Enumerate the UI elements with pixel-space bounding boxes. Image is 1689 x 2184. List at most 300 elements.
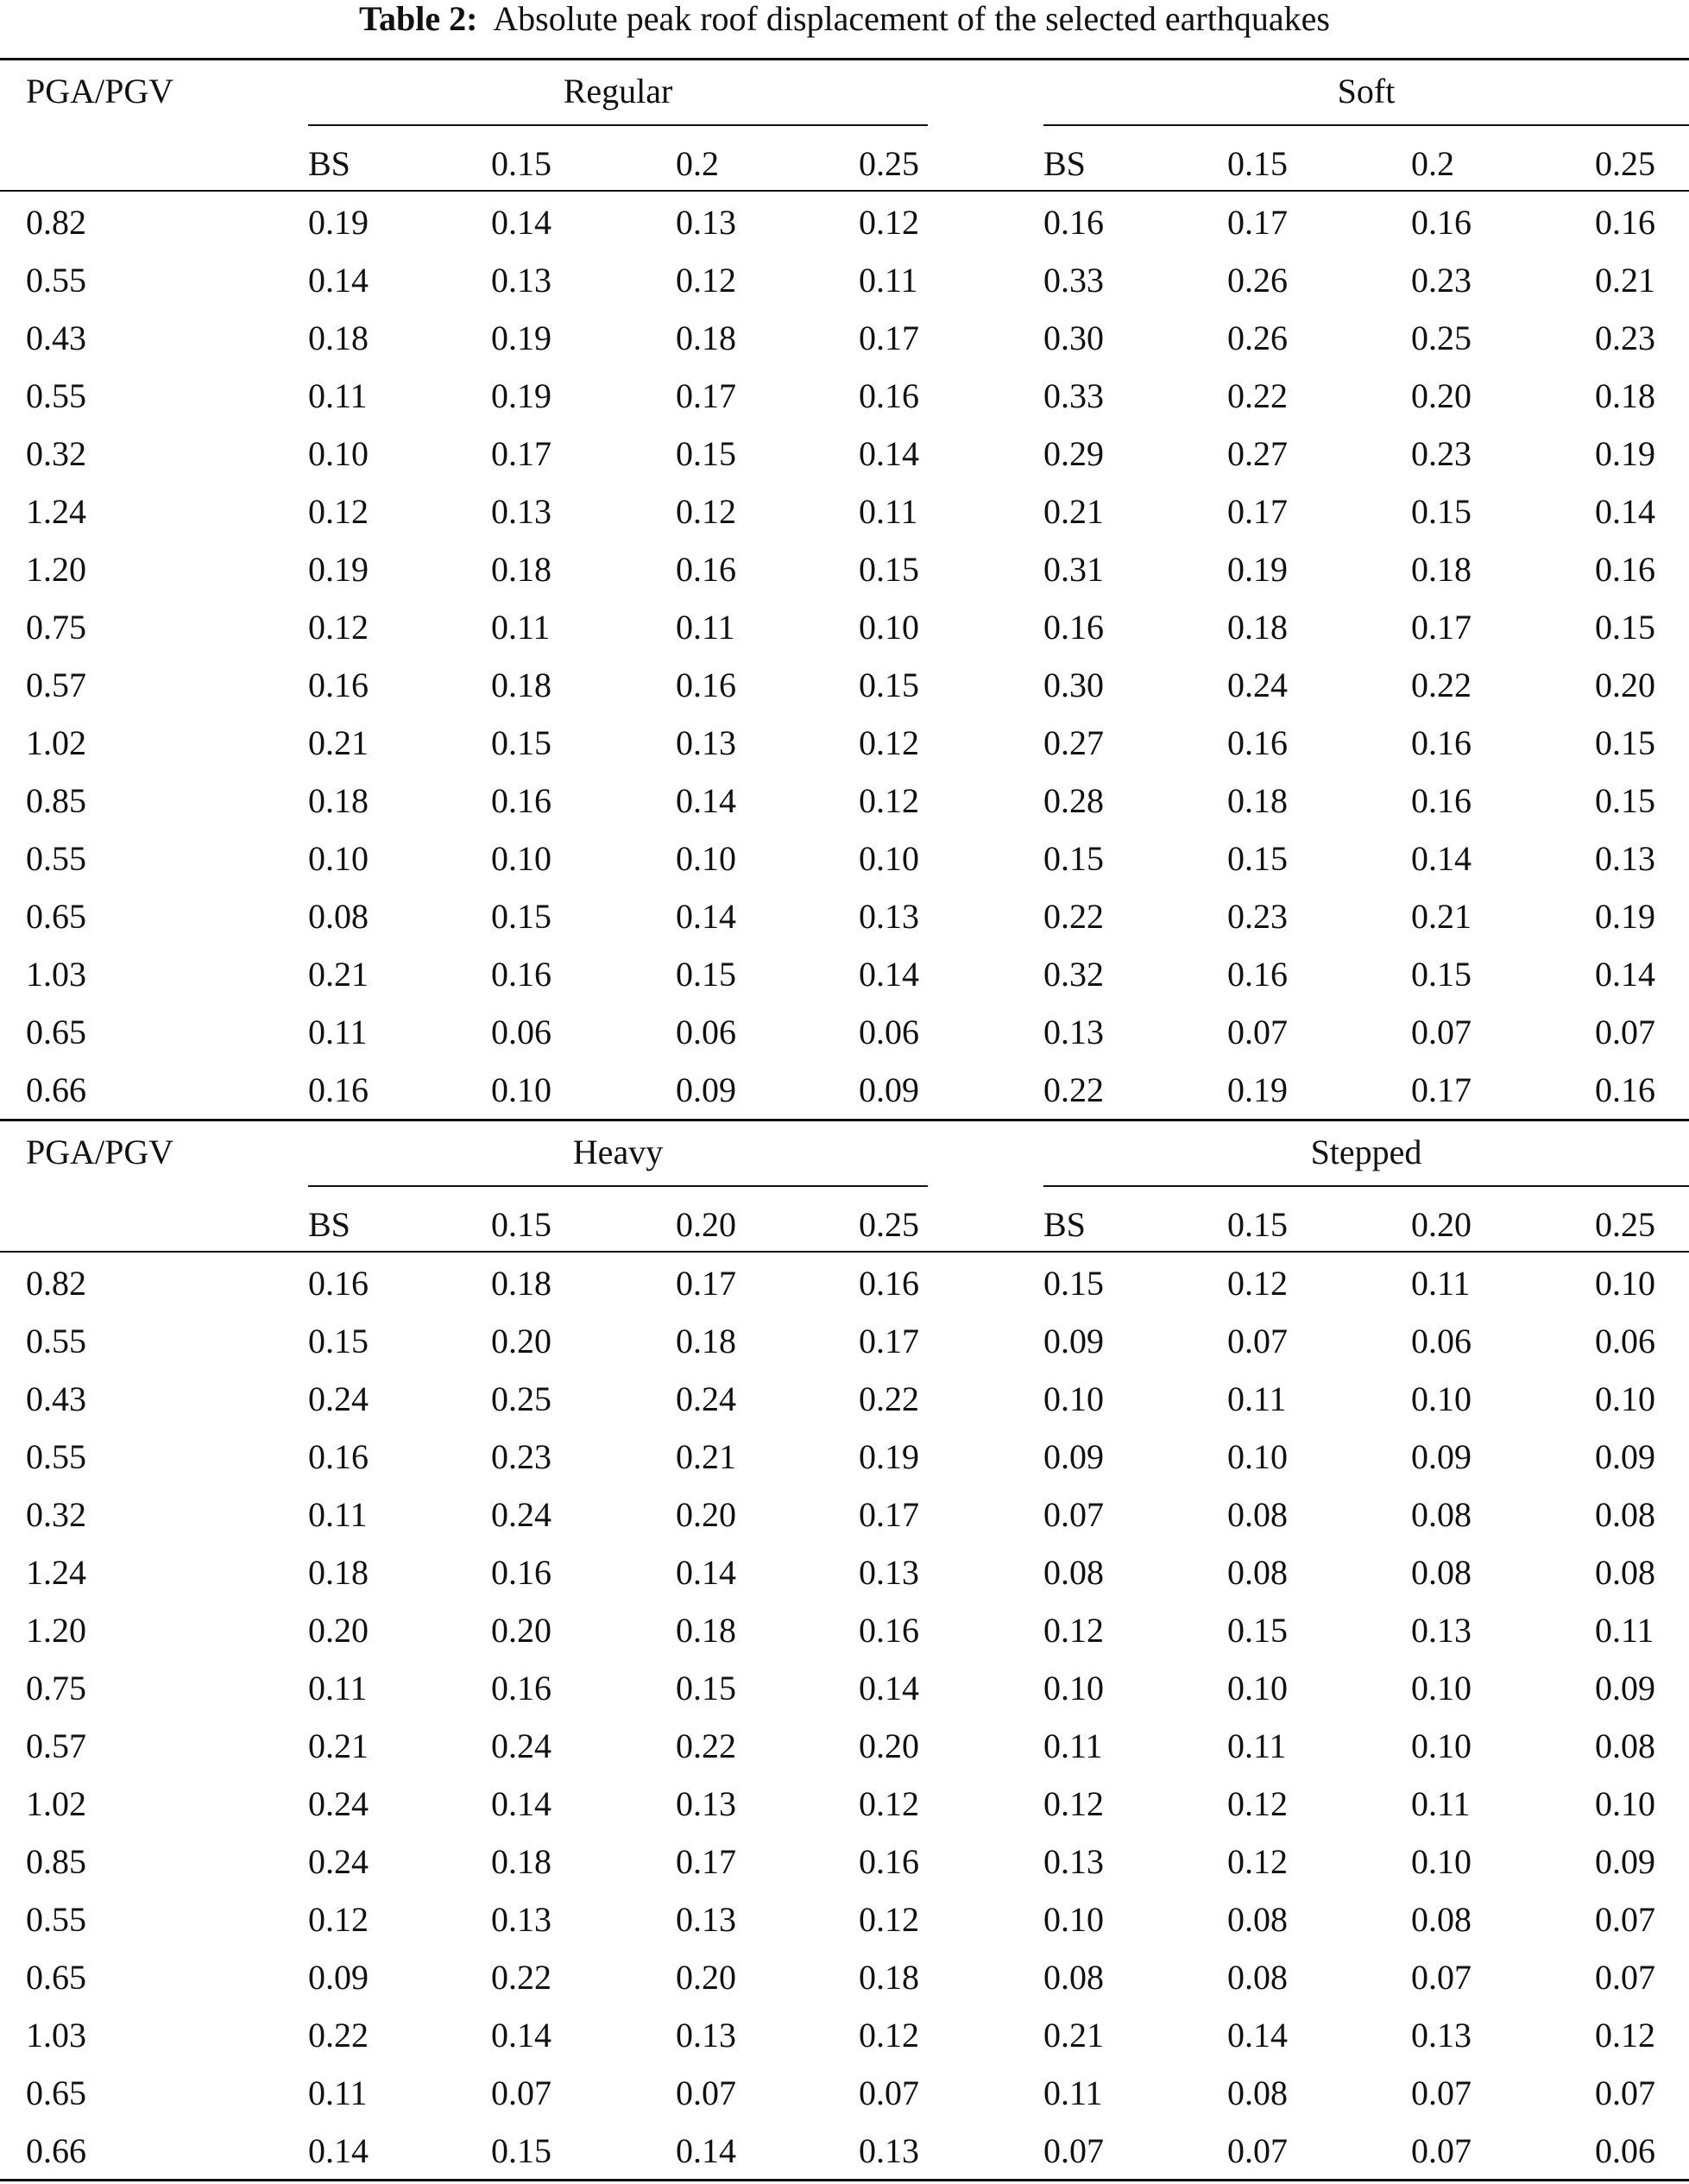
table-cell: 0.08 [1227, 2074, 1288, 2112]
table-cell: 0.12 [859, 2016, 919, 2055]
row-pga-pgv-value: 0.65 [26, 1013, 86, 1051]
table-cell: 0.10 [1411, 1379, 1472, 1418]
table-cell: 0.33 [1043, 261, 1104, 300]
table-cell: 0.12 [1595, 2016, 1655, 2055]
row-pga-pgv-value: 0.32 [26, 434, 86, 473]
table-cell: 0.16 [1411, 723, 1472, 762]
group-underline [1043, 1185, 1689, 1187]
table-cell: 0.10 [308, 839, 369, 878]
table-cell: 0.06 [1595, 2131, 1655, 2170]
table-cell: 0.13 [676, 203, 736, 242]
table-cell: 0.13 [676, 723, 736, 762]
table-cell: 0.06 [491, 1013, 551, 1051]
table-cell: 0.22 [676, 1726, 736, 1765]
table-cell: 0.13 [1411, 2016, 1472, 2055]
table-cell: 0.16 [1411, 203, 1472, 242]
table-cell: 0.16 [1595, 1070, 1655, 1109]
table-cell: 0.18 [308, 319, 369, 357]
table-cell: 0.15 [1411, 492, 1472, 531]
table-cell: 0.14 [676, 781, 736, 820]
table-cell: 0.10 [859, 608, 919, 647]
table-cell: 0.18 [676, 1322, 736, 1360]
table-cell: 0.11 [1411, 1784, 1471, 1823]
table-cell: 0.14 [676, 897, 736, 936]
group-underline [308, 124, 928, 126]
table-cell: 0.30 [1043, 666, 1104, 704]
table-cell: 0.10 [1411, 1842, 1472, 1881]
table-cell: 0.11 [308, 1495, 368, 1534]
table-cell: 0.23 [1411, 434, 1472, 473]
column-header: 0.25 [1595, 1205, 1655, 1244]
column-header: 0.15 [1227, 1205, 1288, 1244]
table-cell: 0.11 [308, 1013, 368, 1051]
table-cell: 0.14 [859, 434, 919, 473]
table-cell: 0.10 [308, 434, 369, 473]
table-cell: 0.15 [308, 1322, 369, 1360]
header-bottom-rule [0, 1251, 1689, 1253]
table-cell: 0.20 [676, 1495, 736, 1534]
table-cell: 0.18 [491, 1264, 551, 1303]
table-cell: 0.15 [676, 1669, 736, 1707]
row-pga-pgv-value: 0.82 [26, 203, 86, 242]
group-header: Soft [1337, 72, 1396, 110]
table-cell: 0.10 [1227, 1669, 1288, 1707]
table-cell: 0.18 [859, 1958, 919, 1997]
table-cell: 0.17 [491, 434, 551, 473]
row-pga-pgv-value: 1.03 [26, 955, 86, 994]
table-cell: 0.11 [859, 261, 918, 300]
table-cell: 0.17 [859, 1322, 919, 1360]
table-cell: 0.16 [308, 1437, 369, 1476]
row-pga-pgv-value: 0.43 [26, 319, 86, 357]
column-header: BS [1043, 1205, 1086, 1244]
table-cell: 0.10 [1043, 1379, 1104, 1418]
table-cell: 0.27 [1043, 723, 1104, 762]
table-cell: 0.07 [676, 2074, 736, 2112]
group-header: Heavy [572, 1133, 664, 1171]
row-pga-pgv-value: 0.55 [26, 1900, 86, 1939]
table-cell: 0.12 [1043, 1611, 1104, 1650]
row-pga-pgv-value: 0.85 [26, 781, 86, 820]
table-cell: 0.32 [1043, 955, 1104, 994]
table-cell: 0.19 [491, 376, 551, 415]
table-cell: 0.10 [1411, 1726, 1472, 1765]
table-cell: 0.25 [1411, 319, 1472, 357]
table-cell: 0.07 [1595, 1958, 1655, 1997]
table-cell: 0.14 [859, 955, 919, 994]
table-cell: 0.15 [1411, 955, 1472, 994]
group-header: Regular [563, 72, 673, 110]
table-cell: 0.19 [1227, 1070, 1288, 1109]
column-header: 0.25 [859, 1205, 919, 1244]
table-cell: 0.21 [1411, 897, 1472, 936]
table-cell: 0.31 [1043, 550, 1104, 589]
table-cell: 0.10 [491, 1070, 551, 1109]
table-cell: 0.18 [676, 1611, 736, 1650]
table-cell: 0.12 [308, 492, 369, 531]
table-cell: 0.33 [1043, 376, 1104, 415]
table-cell: 0.18 [676, 319, 736, 357]
row-header-label: PGA/PGV [26, 72, 174, 110]
table-cell: 0.16 [1227, 955, 1288, 994]
table-cell: 0.11 [1227, 1379, 1287, 1418]
table-cell: 0.17 [859, 319, 919, 357]
table-cell: 0.14 [308, 2131, 369, 2170]
row-pga-pgv-value: 0.32 [26, 1495, 86, 1534]
table-cell: 0.22 [1043, 897, 1104, 936]
table-cell: 0.10 [676, 839, 736, 878]
table-cell: 0.08 [1411, 1900, 1472, 1939]
table-cell: 0.16 [491, 1553, 551, 1592]
table-cell: 0.16 [1043, 608, 1104, 647]
table-cell: 0.13 [491, 1900, 551, 1939]
table-cell: 0.13 [676, 2016, 736, 2055]
table-cell: 0.12 [676, 261, 736, 300]
table-cell: 0.06 [1411, 1322, 1472, 1360]
table-cell: 0.07 [1227, 2131, 1288, 2170]
block-top-rule [0, 1119, 1689, 1121]
table-cell: 0.13 [676, 1900, 736, 1939]
row-pga-pgv-value: 0.65 [26, 897, 86, 936]
table-cell: 0.10 [491, 839, 551, 878]
table-cell: 0.13 [859, 897, 919, 936]
table-cell: 0.12 [859, 723, 919, 762]
table-cell: 0.11 [308, 2074, 368, 2112]
table-cell: 0.25 [491, 1379, 551, 1418]
table-cell: 0.10 [1411, 1669, 1472, 1707]
table-cell: 0.07 [1595, 2074, 1655, 2112]
table-cell: 0.11 [1227, 1726, 1287, 1765]
row-pga-pgv-value: 0.75 [26, 1669, 86, 1707]
table-cell: 0.16 [676, 666, 736, 704]
table-cell: 0.10 [1043, 1900, 1104, 1939]
table-cell: 0.07 [1411, 2131, 1472, 2170]
table-cell: 0.16 [859, 1264, 919, 1303]
table-cell: 0.07 [1043, 1495, 1104, 1534]
table-cell: 0.27 [1227, 434, 1288, 473]
column-header: 0.15 [1227, 144, 1288, 183]
table-cell: 0.22 [1043, 1070, 1104, 1109]
table-cell: 0.16 [1227, 723, 1288, 762]
row-header-label: PGA/PGV [26, 1133, 174, 1171]
table-cell: 0.22 [1227, 376, 1288, 415]
table-cell: 0.14 [1595, 492, 1655, 531]
table-cell: 0.07 [1595, 1900, 1655, 1939]
table-cell: 0.14 [491, 1784, 551, 1823]
table-cell: 0.06 [676, 1013, 736, 1051]
table-cell: 0.13 [1043, 1842, 1104, 1881]
caption-text: Absolute peak roof displacement of the selected earthquakes [493, 0, 1330, 38]
table-cell: 0.14 [676, 2131, 736, 2170]
row-pga-pgv-value: 1.24 [26, 1553, 86, 1592]
table-cell: 0.20 [491, 1611, 551, 1650]
table-cell: 0.16 [1595, 550, 1655, 589]
table-cell: 0.17 [676, 376, 736, 415]
table-cell: 0.17 [1411, 608, 1472, 647]
table-cell: 0.14 [1595, 955, 1655, 994]
row-pga-pgv-value: 0.82 [26, 1264, 86, 1303]
table-cell: 0.07 [1411, 2074, 1472, 2112]
row-pga-pgv-value: 0.55 [26, 1322, 86, 1360]
table-cell: 0.14 [491, 203, 551, 242]
table-cell: 0.17 [859, 1495, 919, 1534]
table-cell: 0.12 [1227, 1784, 1288, 1823]
table-cell: 0.15 [491, 2131, 551, 2170]
table-cell: 0.21 [676, 1437, 736, 1476]
table-cell: 0.30 [1043, 319, 1104, 357]
row-pga-pgv-value: 0.43 [26, 1379, 86, 1418]
table-cell: 0.26 [1227, 319, 1288, 357]
table-cell: 0.21 [1595, 261, 1655, 300]
table-cell: 0.15 [1595, 608, 1655, 647]
table-cell: 0.13 [1043, 1013, 1104, 1051]
column-header: 0.15 [491, 144, 551, 183]
table-cell: 0.06 [1595, 1322, 1655, 1360]
table-cell: 0.18 [491, 1842, 551, 1881]
table-cell: 0.19 [1227, 550, 1288, 589]
table-cell: 0.15 [859, 550, 919, 589]
group-header: Stepped [1310, 1133, 1422, 1171]
table-cell: 0.11 [1411, 1264, 1471, 1303]
row-pga-pgv-value: 0.55 [26, 261, 86, 300]
table-cell: 0.13 [859, 2131, 919, 2170]
table-cell: 0.21 [308, 955, 369, 994]
table-cell: 0.10 [859, 839, 919, 878]
table-cell: 0.09 [1411, 1437, 1472, 1476]
table-cell: 0.09 [1043, 1437, 1104, 1476]
table-cell: 0.16 [491, 1669, 551, 1707]
table-cell: 0.21 [1043, 2016, 1104, 2055]
table-cell: 0.29 [1043, 434, 1104, 473]
table-caption [0, 0, 1689, 38]
table-cell: 0.07 [859, 2074, 919, 2112]
table-cell: 0.16 [859, 1842, 919, 1881]
table-cell: 0.24 [491, 1495, 551, 1534]
table-cell: 0.18 [1227, 781, 1288, 820]
table-cell: 0.12 [1043, 1784, 1104, 1823]
table-cell: 0.14 [491, 2016, 551, 2055]
table-cell: 0.23 [1595, 319, 1655, 357]
table-cell: 0.10 [1227, 1437, 1288, 1476]
table-cell: 0.20 [859, 1726, 919, 1765]
table-cell: 0.14 [1411, 839, 1472, 878]
row-pga-pgv-value: 1.20 [26, 550, 86, 589]
block-top-rule [0, 58, 1689, 60]
row-pga-pgv-value: 0.65 [26, 2074, 86, 2112]
table-cell: 0.16 [308, 1264, 369, 1303]
row-pga-pgv-value: 0.57 [26, 1726, 86, 1765]
table-cell: 0.16 [308, 1070, 369, 1109]
table-cell: 0.10 [1595, 1784, 1655, 1823]
row-pga-pgv-value: 0.57 [26, 666, 86, 704]
row-pga-pgv-value: 0.55 [26, 1437, 86, 1476]
table-cell: 0.14 [1227, 2016, 1288, 2055]
table-cell: 0.10 [1595, 1264, 1655, 1303]
table-cell: 0.12 [859, 781, 919, 820]
column-header: 0.2 [676, 144, 719, 183]
table-cell: 0.21 [308, 723, 369, 762]
table-cell: 0.07 [1411, 1013, 1472, 1051]
row-pga-pgv-value: 0.66 [26, 2131, 86, 2170]
table-cell: 0.15 [1043, 1264, 1104, 1303]
table-cell: 0.24 [491, 1726, 551, 1765]
table-cell: 0.18 [308, 781, 369, 820]
table-cell: 0.14 [308, 261, 369, 300]
table-cell: 0.08 [1595, 1726, 1655, 1765]
table-cell: 0.18 [491, 550, 551, 589]
row-pga-pgv-value: 0.75 [26, 608, 86, 647]
table-cell: 0.12 [308, 608, 369, 647]
table-cell: 0.19 [859, 1437, 919, 1476]
table-cell: 0.15 [676, 955, 736, 994]
row-pga-pgv-value: 0.55 [26, 839, 86, 878]
table-cell: 0.13 [491, 492, 551, 531]
table-cell: 0.11 [1043, 2074, 1103, 2112]
table-cell: 0.19 [1595, 434, 1655, 473]
table-cell: 0.12 [859, 1900, 919, 1939]
table-cell: 0.11 [308, 376, 368, 415]
table-cell: 0.11 [1043, 1726, 1103, 1765]
table-cell: 0.15 [1227, 839, 1288, 878]
table-cell: 0.22 [491, 1958, 551, 1997]
table-cell: 0.16 [1043, 203, 1104, 242]
table-cell: 0.15 [859, 666, 919, 704]
row-pga-pgv-value: 1.02 [26, 723, 86, 762]
table-cell: 0.15 [1595, 723, 1655, 762]
table-cell: 0.12 [859, 203, 919, 242]
table-cell: 0.14 [676, 1553, 736, 1592]
table-bottom-rule [0, 2179, 1689, 2181]
table-cell: 0.07 [1595, 1013, 1655, 1051]
table-cell: 0.19 [491, 319, 551, 357]
row-pga-pgv-value: 0.85 [26, 1842, 86, 1881]
column-header: 0.15 [491, 1205, 551, 1244]
table-cell: 0.15 [491, 723, 551, 762]
table-cell: 0.26 [1227, 261, 1288, 300]
table-cell: 0.18 [1595, 376, 1655, 415]
table-cell: 0.23 [491, 1437, 551, 1476]
table-cell: 0.13 [676, 1784, 736, 1823]
table-cell: 0.08 [1227, 1553, 1288, 1592]
table-cell: 0.24 [676, 1379, 736, 1418]
table-cell: 0.28 [1043, 781, 1104, 820]
column-header: 0.25 [1595, 144, 1655, 183]
table-cell: 0.06 [859, 1013, 919, 1051]
table-cell: 0.17 [676, 1264, 736, 1303]
table-cell: 0.07 [491, 2074, 551, 2112]
table-cell: 0.11 [308, 1669, 368, 1707]
table-cell: 0.16 [491, 955, 551, 994]
table-cell: 0.08 [1043, 1553, 1104, 1592]
group-underline [308, 1185, 928, 1187]
table-cell: 0.10 [1043, 1669, 1104, 1707]
table-cell: 0.11 [1595, 1611, 1654, 1650]
table-cell: 0.21 [1043, 492, 1104, 531]
table-cell: 0.08 [1595, 1495, 1655, 1534]
table-cell: 0.20 [1411, 376, 1472, 415]
table-cell: 0.08 [1411, 1495, 1472, 1534]
row-pga-pgv-value: 1.02 [26, 1784, 86, 1823]
table-cell: 0.18 [1227, 608, 1288, 647]
table-cell: 0.19 [1595, 897, 1655, 936]
row-pga-pgv-value: 1.03 [26, 2016, 86, 2055]
table-cell: 0.21 [308, 1726, 369, 1765]
table-cell: 0.15 [1043, 839, 1104, 878]
table-cell: 0.17 [1227, 203, 1288, 242]
table-cell: 0.16 [1595, 203, 1655, 242]
table-cell: 0.07 [1227, 1322, 1288, 1360]
table-cell: 0.09 [1043, 1322, 1104, 1360]
table-cell: 0.15 [1595, 781, 1655, 820]
table-cell: 0.18 [491, 666, 551, 704]
table-cell: 0.12 [859, 1784, 919, 1823]
table-cell: 0.23 [1227, 897, 1288, 936]
table-cell: 0.24 [1227, 666, 1288, 704]
table-cell: 0.17 [1227, 492, 1288, 531]
table-cell: 0.17 [1411, 1070, 1472, 1109]
table-cell: 0.20 [1595, 666, 1655, 704]
table-cell: 0.13 [1411, 1611, 1472, 1650]
table-cell: 0.08 [1595, 1553, 1655, 1592]
table-cell: 0.13 [859, 1553, 919, 1592]
table-cell: 0.12 [676, 492, 736, 531]
table-cell: 0.13 [491, 261, 551, 300]
column-header: 0.25 [859, 144, 919, 183]
column-header: 0.20 [676, 1205, 736, 1244]
table-cell: 0.09 [676, 1070, 736, 1109]
table-cell: 0.16 [859, 1611, 919, 1650]
row-pga-pgv-value: 0.65 [26, 1958, 86, 1997]
table-cell: 0.19 [308, 550, 369, 589]
table-cell: 0.10 [1595, 1379, 1655, 1418]
table-cell: 0.07 [1411, 1958, 1472, 1997]
table-cell: 0.11 [676, 608, 735, 647]
table-cell: 0.07 [1043, 2131, 1104, 2170]
table-cell: 0.15 [1227, 1611, 1288, 1650]
table-cell: 0.20 [676, 1958, 736, 1997]
row-pga-pgv-value: 1.24 [26, 492, 86, 531]
table-cell: 0.09 [1595, 1437, 1655, 1476]
table-cell: 0.19 [308, 203, 369, 242]
table-cell: 0.22 [859, 1379, 919, 1418]
table-cell: 0.14 [859, 1669, 919, 1707]
column-header: BS [308, 144, 350, 183]
column-header: BS [308, 1205, 350, 1244]
table-cell: 0.15 [491, 897, 551, 936]
table-cell: 0.13 [1595, 839, 1655, 878]
header-bottom-rule [0, 190, 1689, 192]
table-cell: 0.08 [1227, 1495, 1288, 1534]
table-cell: 0.24 [308, 1842, 369, 1881]
table-cell: 0.15 [676, 434, 736, 473]
table-cell: 0.20 [308, 1611, 369, 1650]
table-cell: 0.11 [491, 608, 551, 647]
table-cell: 0.08 [1227, 1958, 1288, 1997]
table-cell: 0.09 [1595, 1842, 1655, 1881]
table-cell: 0.07 [1227, 1013, 1288, 1051]
table-cell: 0.12 [1227, 1842, 1288, 1881]
table-cell: 0.12 [1227, 1264, 1288, 1303]
table-cell: 0.16 [859, 376, 919, 415]
table-cell: 0.16 [491, 781, 551, 820]
row-pga-pgv-value: 0.66 [26, 1070, 86, 1109]
table-cell: 0.09 [308, 1958, 369, 1997]
table-cell: 0.22 [308, 2016, 369, 2055]
table-cell: 0.23 [1411, 261, 1472, 300]
table-cell: 0.24 [308, 1379, 369, 1418]
table-cell: 0.16 [676, 550, 736, 589]
column-header: 0.2 [1411, 144, 1454, 183]
